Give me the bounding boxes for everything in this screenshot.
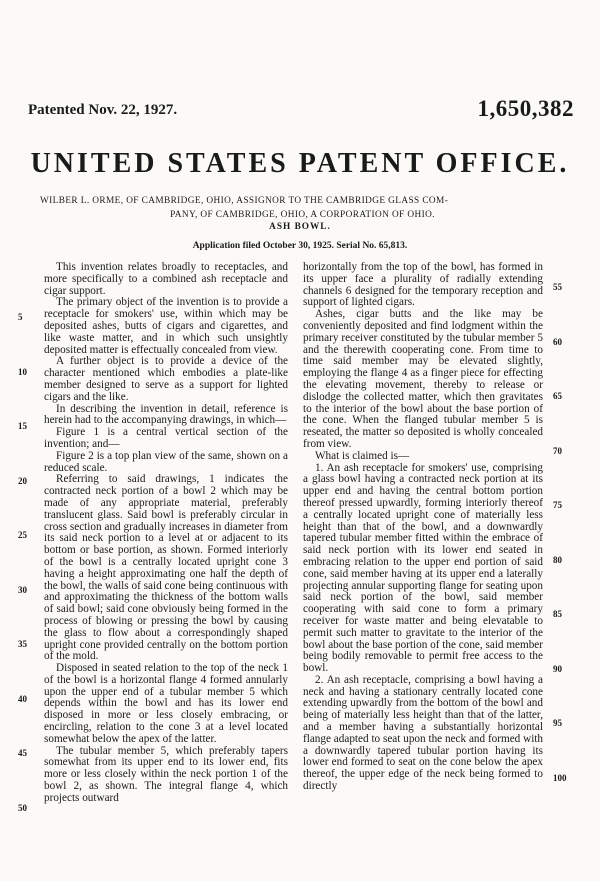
- paragraph: A further object is to provide a device of the character mentioned which embodies a plate-like member designed to serve as a support for lighted cigars and the like.: [44, 355, 288, 403]
- paragraph: 2. An ash receptacle, comprising a bowl having a neck and having a stationary centrally located cone extending upwardly from the bottom of the bowl and being of materially less height than that of the latter, and a member having a substantially horizontal flange adapted to seat upon the neck and formed with a downwardly tapered tubular portion having its lower end formed to seat on the cone below the apex thereof, the upper edge of the neck being formed to directly: [303, 673, 543, 793]
- office-heading: UNITED STATES PATENT OFFICE.: [30, 148, 570, 179]
- paragraph: Referring to said drawings, 1 indicates the contracted neck portion of a bowl 2 which may be made of any appropriate material, preferably translucent glass. Said bowl is preferably circular in cross section and gradually increases in diameter from its said neck portion to a level at or adjacent to its bottom or base portion, as shown. Formed interiorly of the bowl is a centrally located upright cone 3 having a height approximating one half the depth of the bowl, the walls of said cone being continuous with and approximating the thickness of the bottom walls of said bowl; said cone obviously being formed in the process of blowing or pressing the bowl by causing the glass to flow about a correspondingly shaped upright cone provided centrally on the bottom portion of the mold.: [44, 473, 288, 663]
- patent-title: ASH BOWL.: [269, 222, 331, 232]
- line-number: 70: [553, 445, 562, 456]
- paragraph: In describing the invention in detail, reference is herein had to the accompanying drawings, in which—: [44, 402, 288, 427]
- inventor-line-1: WILBER L. ORME, OF CAMBRIDGE, OHIO, ASSIGNOR TO THE CAMBRIDGE GLASS COM-: [40, 196, 449, 206]
- line-number: 5: [18, 312, 23, 322]
- line-number: 80: [553, 554, 562, 565]
- line-number: 60: [553, 336, 562, 347]
- paragraph: The primary object of the invention is to provide a receptacle for smokers' use, within which may be deposited ashes, butts of cigars and cigarettes, and like waste matter, and in which such unsightly deposited matter is effectually concealed from view.: [44, 296, 288, 356]
- paragraph: The tubular member 5, which preferably tapers somewhat from its upper end to its lower end, fits more or less closely within the neck portion 1 of the bowl 2, as shown. The integral flange 4, which projects outward: [44, 744, 288, 804]
- patent-date: Patented Nov. 22, 1927.: [28, 102, 178, 118]
- paragraph: Figure 1 is a central vertical section of the invention; and—: [44, 426, 288, 450]
- application-line: Application filed October 30, 1925. Serial No. 65,813.: [192, 241, 408, 251]
- paragraph: Disposed in seated relation to the top of the neck 1 of the bowl is a horizontal flange 4 formed annularly upon the upper end of a tubular member 5 which depends within the bowl and has its lower end disposed in more or less closely embracing, or encircling, relation to the cone 3 at a level located somewhat below the apex of the latter.: [44, 662, 288, 745]
- line-number: 20: [18, 475, 27, 486]
- line-number: 45: [18, 748, 27, 758]
- line-number: 15: [18, 421, 27, 431]
- patent-header: [28, 96, 574, 126]
- line-number: 50: [18, 802, 27, 813]
- line-number: 40: [18, 693, 27, 704]
- line-number: 85: [553, 609, 562, 619]
- line-number: 10: [18, 366, 27, 377]
- paragraph: This invention relates broadly to receptacles, and more specifically to a combined ash receptacle and cigar support.: [44, 261, 288, 297]
- paragraph: Figure 2 is a top plan view of the same, shown on a reduced scale.: [44, 449, 288, 474]
- paragraph: What is claimed is—: [315, 449, 410, 462]
- paragraph: Ashes, cigar butts and the like may be conveniently deposited and find lodgment within the primary receiver constituted by the tubular member 5 and the therewith cooperating cone. From time to time said member may be elevated slightly, employing the flange 4 as a finger piece for effecting the elevating movement, thereby to release or dislodge the collected matter, which then gravitates to the interior of the bowl about the base portion of the cone. When the flanged tubular member 5 is reseated, the matter so deposited is wholly concealed from view.: [303, 308, 543, 450]
- line-number: 30: [18, 584, 27, 595]
- inventor-line-2: PANY, OF CAMBRIDGE, OHIO, A CORPORATION OF OHIO.: [170, 210, 435, 220]
- line-number: 95: [553, 718, 562, 728]
- paragraph: horizontally from the top of the bowl, has formed in its upper face a plurality of radially extending channels 6 designed for the temporary reception and support of lighted cigars.: [303, 261, 543, 309]
- right-text-column: [303, 262, 543, 793]
- line-number: 90: [553, 663, 562, 674]
- line-number: 55: [553, 282, 562, 292]
- line-number: 65: [553, 391, 562, 401]
- line-number: 75: [553, 500, 562, 510]
- line-number: 35: [18, 639, 27, 649]
- line-number: 25: [18, 530, 27, 540]
- inventor-line: [40, 194, 565, 222]
- paragraph: 1. An ash receptacle for smokers' use, comprising a glass bowl having a contracted neck portion at its upper end and having the central bottom portion thereof pressed upwardly, forming interiorly thereof a centrally located upright cone of materially less height than that of the bowl, and a downwardly tapered tubular member fitted within the embrace of said neck portion with its lower end seated in embracing relation to the upper end portion of said cone, said member having at its upper end a laterally projecting annular supporting flange for seating upon said neck portion of the bowl, said member cooperating with said cone to form a primary receiver for waste matter and being elevatable to permit such matter to gravitate to the interior of the bowl about the base portion of the cone, said member being bodily removable to permit free access to the bowl.: [303, 461, 543, 675]
- patent-number: 1,650,382: [477, 96, 574, 121]
- left-text-column: [44, 262, 288, 805]
- line-number: 100: [553, 772, 567, 783]
